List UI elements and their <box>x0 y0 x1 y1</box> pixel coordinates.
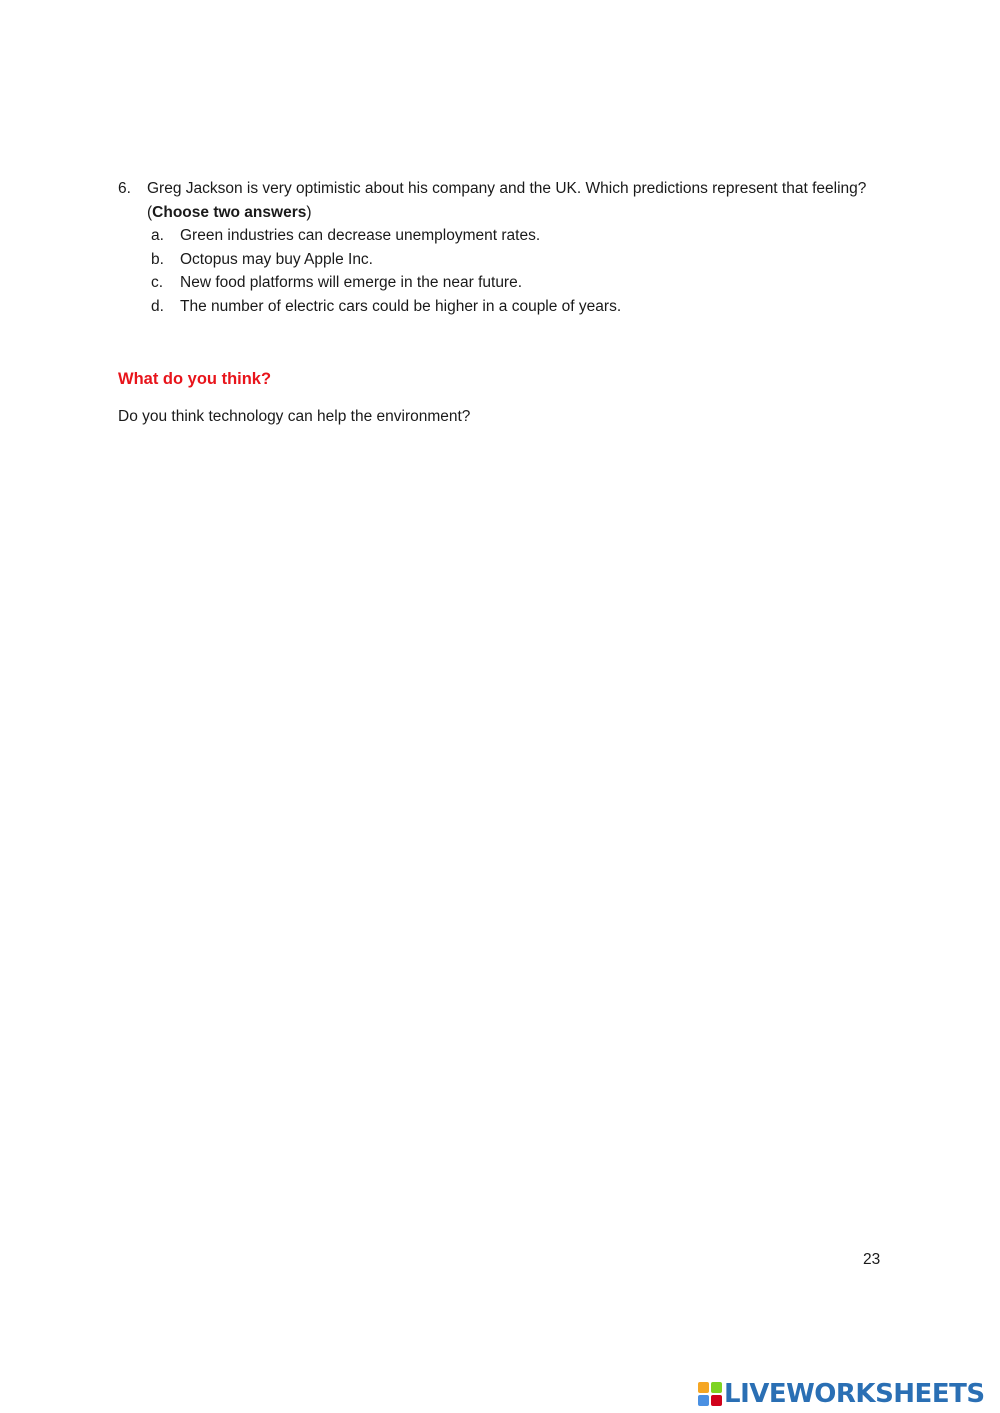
option-letter: a. <box>151 227 164 244</box>
question-text <box>147 177 878 224</box>
option-letter: c. <box>151 274 164 291</box>
brand-text: LIVEWORKSHEETS <box>724 1379 985 1409</box>
option-b[interactable] <box>151 248 878 272</box>
option-c[interactable] <box>151 271 878 295</box>
option-letter: b. <box>151 250 164 268</box>
question-text-part2: ) <box>306 203 312 221</box>
option-text: New food platforms will emerge in the near future. <box>180 274 523 291</box>
page-number: 23 <box>863 1251 881 1268</box>
liveworksheets-brand <box>698 1378 985 1410</box>
answer-options <box>151 224 878 318</box>
option-text: Octopus may buy Apple Inc. <box>180 250 373 268</box>
liveworksheets-logo-icon <box>698 1382 722 1406</box>
logo-tile-2 <box>711 1382 722 1393</box>
question-text-part1: Greg Jackson is very optimistic about his company and the UK. Which predictions represent that feeling? ( <box>147 180 867 221</box>
discussion-prompt: Do you think technology can help the environment? <box>118 408 471 425</box>
section-title: What do you think? <box>118 370 272 388</box>
question-instruction-bold: Choose two answers <box>152 203 307 221</box>
option-text: Green industries can decrease unemployment rates. <box>180 227 541 244</box>
logo-tile-1 <box>698 1382 709 1393</box>
option-text: The number of electric cars could be higher in a couple of years. <box>180 297 622 315</box>
option-letter: d. <box>151 297 164 315</box>
logo-tile-3 <box>698 1395 709 1406</box>
option-d[interactable] <box>151 295 878 319</box>
option-a[interactable] <box>151 224 878 248</box>
question-6 <box>118 177 878 318</box>
logo-tile-4 <box>711 1395 722 1406</box>
question-number: 6. <box>118 180 131 197</box>
